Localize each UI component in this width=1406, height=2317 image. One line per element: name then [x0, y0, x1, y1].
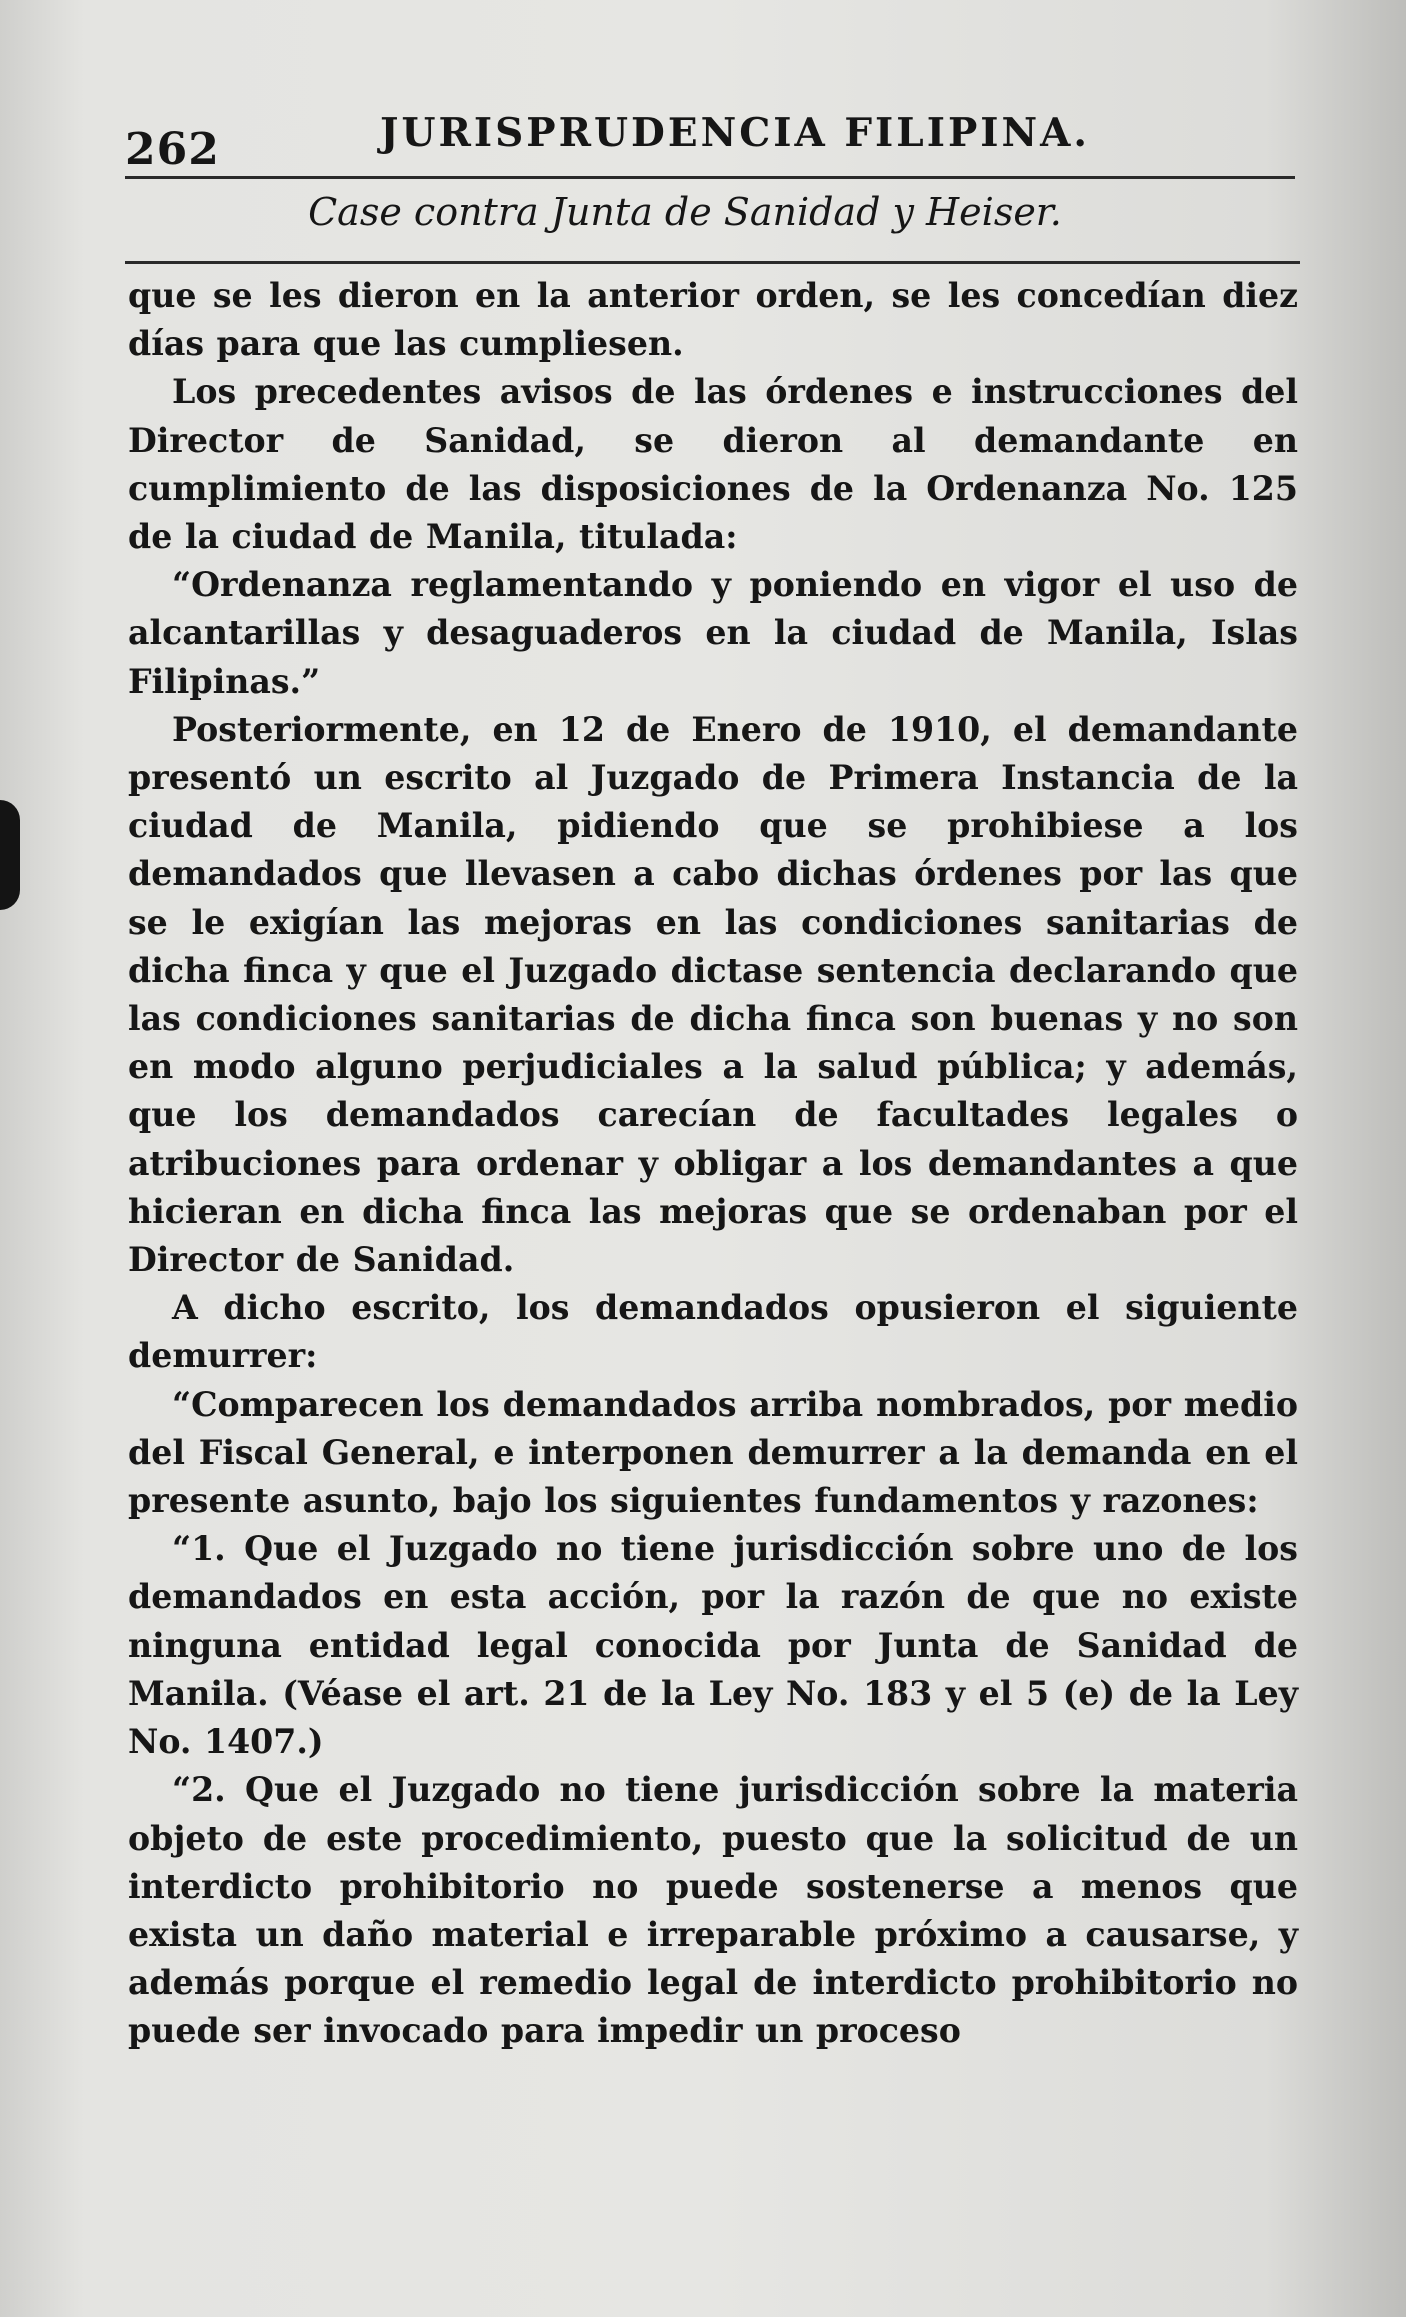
journal-title: JURISPRUDENCIA FILIPINA. [380, 110, 1090, 156]
paragraph-quote: “Ordenanza reglamentando y poniendo en vigor el uso de alcantarillas y desaguaderos en la ciudad de Manila, Islas Filipinas.” [128, 565, 1298, 701]
paragraph-quote: “1. Que el Juzgado no tiene jurisdicción sobre uno de los demandados en esta acción, por la razón de que no existe ninguna entidad legal conocida por Junta de Sanidad de Manila. (Véase el art. 21 de la Ley No. 183 y el 5 (e) de la Ley No. 1407.) [128, 1529, 1298, 1762]
case-title: Case contra Junta de Sanidad y Heiser. [308, 190, 1062, 234]
body-text [128, 272, 1298, 2056]
ink-blot [0, 800, 20, 910]
header-rule-bottom [125, 261, 1300, 264]
paragraph-continuation: que se les dieron en la anterior orden, se les concedían diez días para que las cumpliesen. [128, 276, 1298, 364]
paragraph-quote: “2. Que el Juzgado no tiene jurisdicción sobre la materia objeto de este procedimiento, puesto que la solicitud de un interdicto prohibitorio no puede sostenerse a menos que exista un daño material e irreparable próximo a causarse, y además porque el remedio legal de interdicto prohibitorio no puede ser invocado para impedir un proceso [128, 1770, 1298, 2051]
header-rule-top [125, 176, 1295, 179]
paragraph: Los precedentes avisos de las órdenes e instrucciones del Director de Sanidad, se dieron al demandante en cumplimiento de las disposiciones de la Ordenanza No. 125 de la ciudad de Manila, titulada: [128, 372, 1298, 557]
paragraph: A dicho escrito, los demandados opusieron el siguiente demurrer: [128, 1288, 1298, 1376]
page-number: 262 [125, 124, 220, 175]
paragraph: Posteriormente, en 12 de Enero de 1910, el demandante presentó un escrito al Juzgado de Primera Instancia de la ciudad de Manila, pidiendo que se prohibiese a los demandados que llevasen a cabo dichas órdenes por las que se le exigían las mejoras en las condiciones sanitarias de dicha finca y que el Juzgado dictase sentencia declarando que las condiciones sanitarias de dicha finca son buenas y no son en modo alguno perjudiciales a la salud pública; y además, que los demandados carecían de facultades legales o atribuciones para ordenar y obligar a los demandantes a que hicieran en dicha finca las mejoras que se ordenaban por el Director de Sanidad. [128, 709, 1298, 1280]
running-head [125, 104, 1300, 174]
paragraph-quote: “Comparecen los demandados arriba nombrados, por medio del Fiscal General, e interponen demurrer a la demanda en el presente asunto, bajo los siguientes fundamentos y razones: [128, 1384, 1298, 1521]
